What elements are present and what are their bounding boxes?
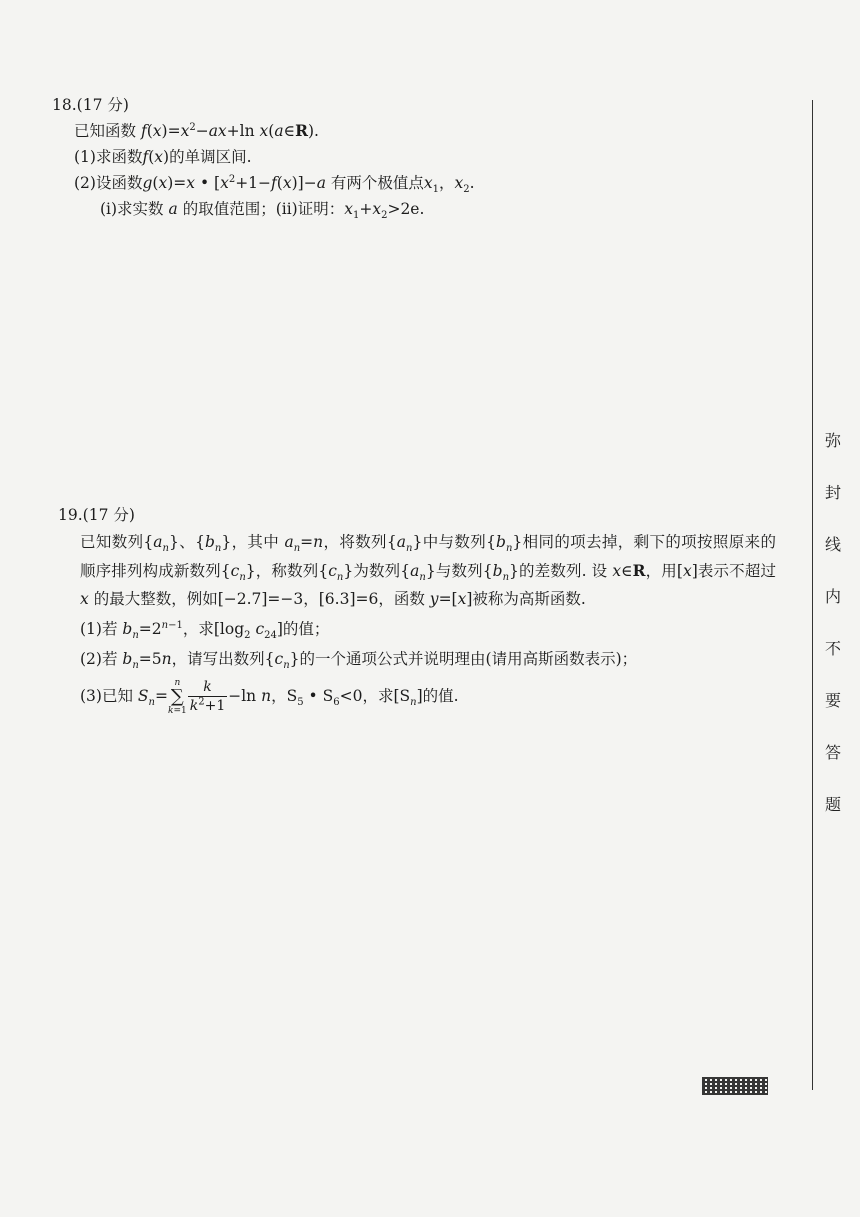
problem-18 xyxy=(52,92,772,222)
problem-19 xyxy=(58,502,778,716)
seal-char: 要 xyxy=(824,691,841,710)
problem-score: (17 分) xyxy=(76,96,129,114)
sub-question-2: (2)设函数g(x)=x • $[x^2+1-f(x)]-a$ 有两个极值点$x_1$，$x_2$. xyxy=(74,173,475,196)
seal-char: 线 xyxy=(824,535,841,554)
summation-sign: n ∑ k=1 xyxy=(167,677,187,716)
seal-char: 封 xyxy=(824,483,841,502)
seal-char: 不 xyxy=(824,639,841,658)
problem-statement: 已知数列$\{a_n\}$、$\{b_n\}$，其中 $a_n=n$，将数列$\{a_n\}$中与数列$\{b_n\}$相同的项去掉，剩下的项按照原来的顺序排列构成新数列$\{c_n\}$，称数列$\{c_n\}$为数列$\{a_n\}$与数列$\{b_n\}$的差数列. 设 x∈R，用[x]表示不超过 x 的最大整数，例如[−2.7]=−3，[6.3]=6，函数 y=[x]被称为高斯函数. xyxy=(80,533,776,608)
sub-question-2: (2)若 $b_n=5n$，请写出数列$\{c_n\}$的一个通项公式并说明理由(请用高斯函数表示)； xyxy=(80,649,638,671)
sub-question-3: (3)已知 $S_n=$ n ∑ k=1 $\frac{k}{k^2+1}$ −ln n，$S_5$ • $S_6<0$，求$[S_n]$的值. xyxy=(80,677,459,716)
problem-score: (17 分) xyxy=(82,506,135,524)
sub-question-2-parts: (ⅰ)求实数 a 的取值范围；(ⅱ)证明：$x_1+x_2>2e$. xyxy=(100,200,425,222)
seal-char: 弥 xyxy=(824,431,841,450)
seal-char: 题 xyxy=(824,795,841,814)
fraction: $\frac{k}{k^2+1}$ xyxy=(189,679,226,714)
barcode-icon xyxy=(702,1077,768,1095)
seal-char: 答 xyxy=(824,743,841,762)
problem-number: 18. xyxy=(52,96,77,114)
binding-line xyxy=(812,100,813,1090)
sub-question-1: (1)若 $b_n=2^{n-1}$，求[$\log_2$ $c_{24}$]的值； xyxy=(80,619,330,641)
seal-notice xyxy=(822,430,844,846)
seal-char: 内 xyxy=(824,587,841,606)
sub-question-1: (1)求函数f(x)的单调区间. xyxy=(74,148,252,166)
problem-statement: 已知函数 $f(x)=x^2-ax+\ln$ x(a∈R). xyxy=(74,121,319,140)
problem-number: 19. xyxy=(58,506,83,524)
